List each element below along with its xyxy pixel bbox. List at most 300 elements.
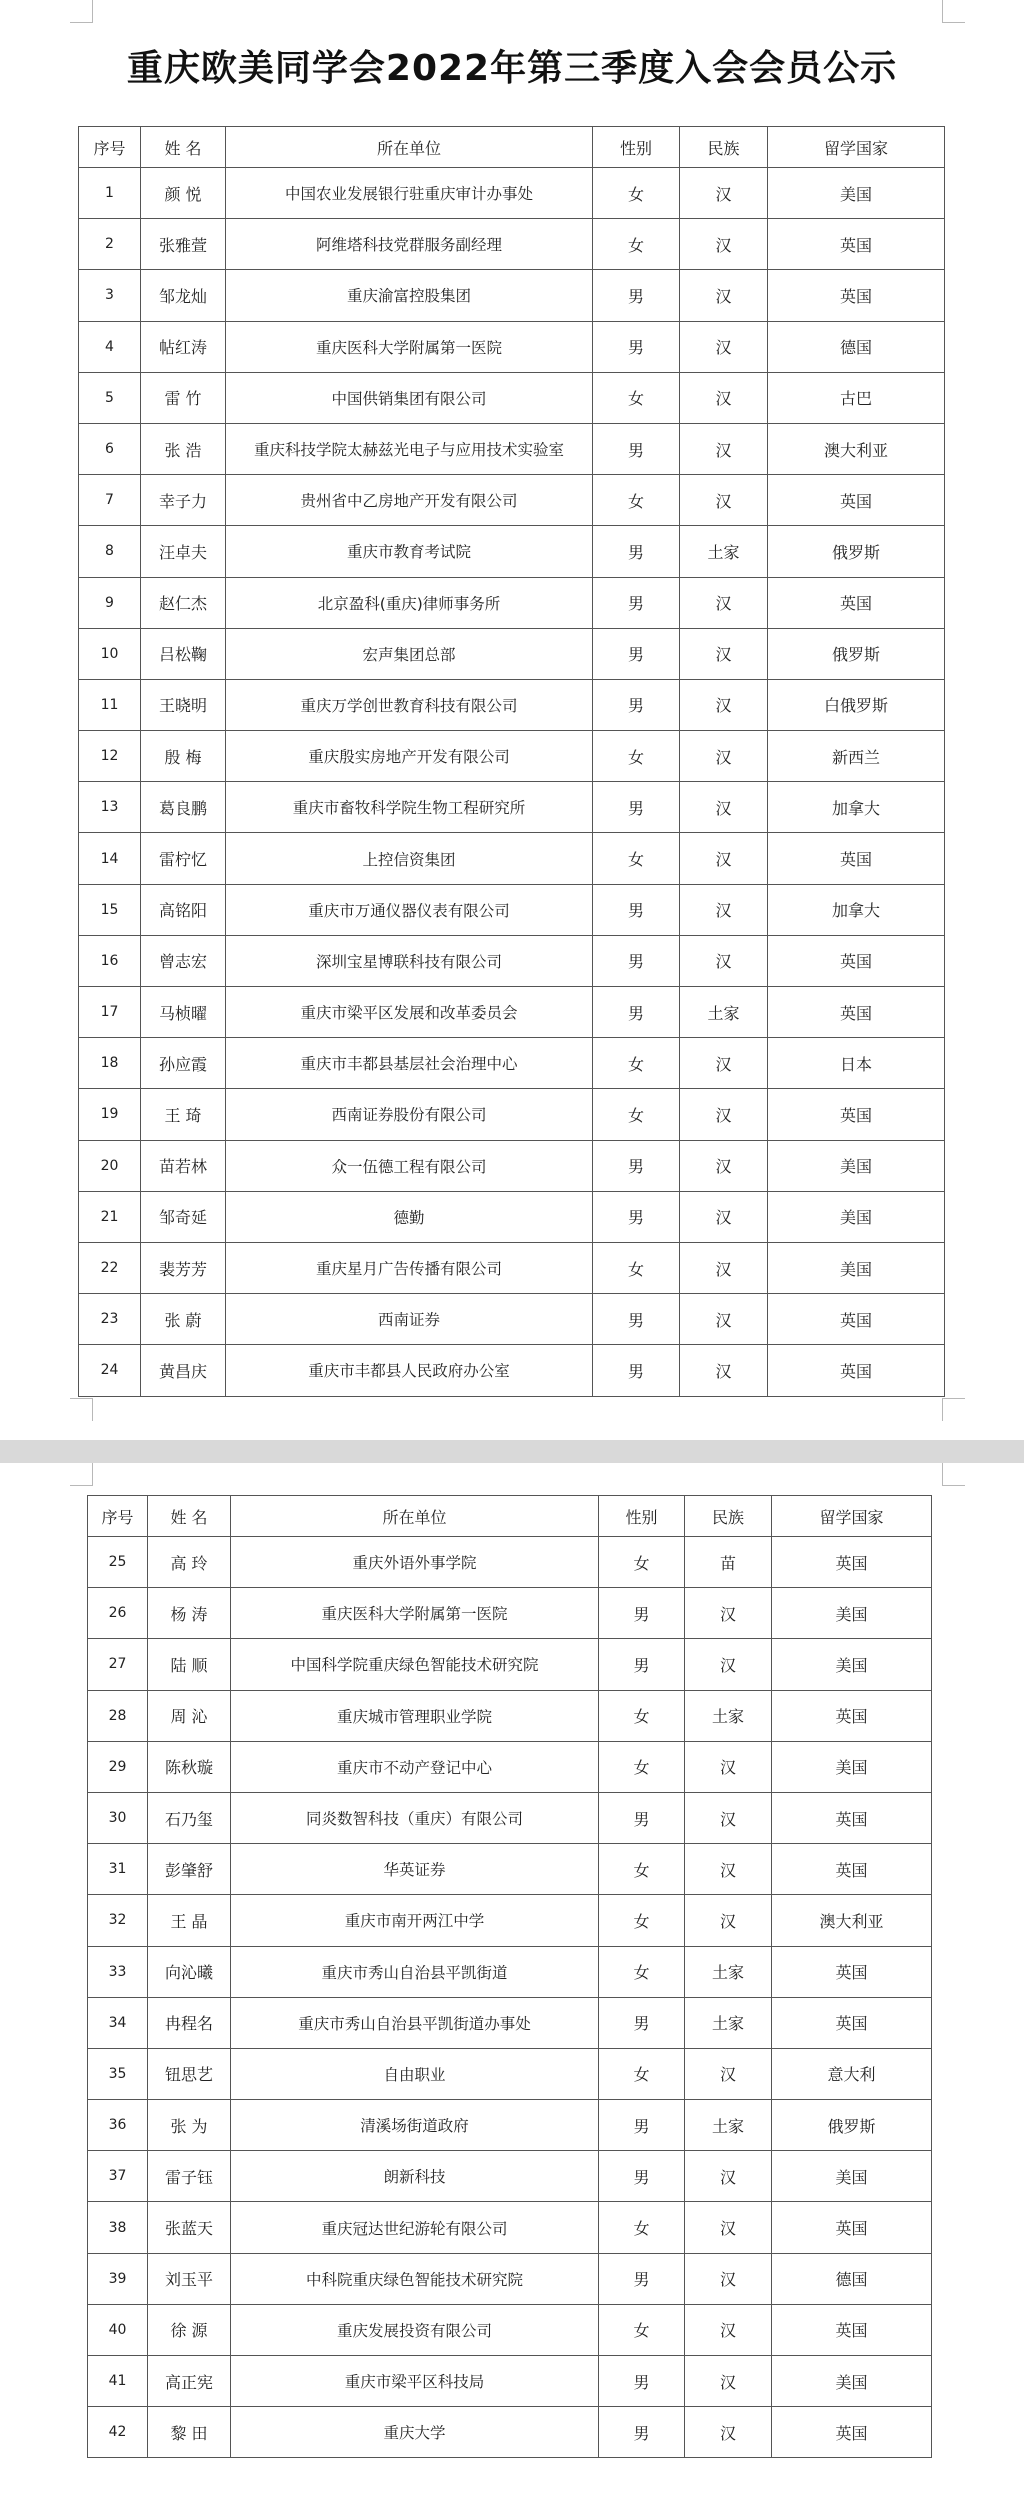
table-row — [88, 1895, 932, 1946]
cell-gender: 男 — [593, 935, 680, 986]
cell-seq: 3 — [79, 270, 141, 321]
cell-country: 英国 — [768, 219, 945, 270]
cell-seq: 27 — [88, 1639, 148, 1690]
cell-seq: 17 — [79, 987, 141, 1038]
table-row — [79, 1191, 945, 1242]
cell-seq: 26 — [88, 1588, 148, 1639]
cell-country: 古巴 — [768, 372, 945, 423]
page-corner-mark — [70, 1463, 93, 1486]
cell-unit: 重庆市丰都县基层社会治理中心 — [226, 1038, 593, 1089]
cell-country: 英国 — [772, 2407, 932, 2458]
cell-name: 石乃玺 — [148, 1792, 231, 1843]
cell-seq: 37 — [88, 2151, 148, 2202]
cell-seq: 11 — [79, 679, 141, 730]
cell-name: 冉程名 — [148, 1997, 231, 2048]
cell-gender: 女 — [593, 219, 680, 270]
table-row — [88, 2202, 932, 2253]
cell-seq: 12 — [79, 731, 141, 782]
cell-unit: 重庆医科大学附属第一医院 — [231, 1588, 599, 1639]
cell-gender: 男 — [599, 1997, 685, 2048]
cell-ethnicity: 土家 — [680, 526, 768, 577]
cell-ethnicity: 汉 — [680, 372, 768, 423]
cell-ethnicity: 汉 — [685, 1844, 772, 1895]
cell-unit: 重庆市教育考试院 — [226, 526, 593, 577]
cell-seq: 13 — [79, 782, 141, 833]
cell-ethnicity: 汉 — [685, 1639, 772, 1690]
cell-ethnicity: 汉 — [680, 423, 768, 474]
cell-gender: 男 — [593, 987, 680, 1038]
cell-unit: 阿维塔科技党群服务副经理 — [226, 219, 593, 270]
cell-gender: 女 — [593, 731, 680, 782]
table-row — [79, 321, 945, 372]
cell-country: 美国 — [768, 1140, 945, 1191]
table-row — [88, 1997, 932, 2048]
cell-unit: 重庆市南开两江中学 — [231, 1895, 599, 1946]
table-row — [88, 2100, 932, 2151]
table-row — [79, 782, 945, 833]
page-corner-mark — [70, 1398, 93, 1421]
cell-seq: 39 — [88, 2253, 148, 2304]
cell-ethnicity: 汉 — [685, 2356, 772, 2407]
cell-ethnicity: 汉 — [680, 833, 768, 884]
header-gender: 性别 — [593, 127, 680, 168]
cell-name: 张 蔚 — [141, 1294, 226, 1345]
cell-unit: 重庆大学 — [231, 2407, 599, 2458]
cell-name: 汪卓夫 — [141, 526, 226, 577]
cell-seq: 4 — [79, 321, 141, 372]
header-gender: 性别 — [599, 1496, 685, 1537]
cell-ethnicity: 汉 — [680, 577, 768, 628]
cell-ethnicity: 汉 — [680, 782, 768, 833]
cell-unit: 贵州省中乙房地产开发有限公司 — [226, 475, 593, 526]
cell-ethnicity: 汉 — [680, 270, 768, 321]
cell-country: 加拿大 — [768, 884, 945, 935]
table-row — [79, 270, 945, 321]
table-row — [79, 526, 945, 577]
page-corner-mark — [942, 1463, 965, 1486]
table-row — [79, 628, 945, 679]
cell-ethnicity: 汉 — [680, 219, 768, 270]
cell-ethnicity: 汉 — [680, 935, 768, 986]
table-row — [88, 2253, 932, 2304]
cell-name: 王 琦 — [141, 1089, 226, 1140]
cell-name: 马桢曜 — [141, 987, 226, 1038]
cell-gender: 男 — [593, 321, 680, 372]
cell-gender: 男 — [599, 1639, 685, 1690]
cell-seq: 32 — [88, 1895, 148, 1946]
table-header-row — [88, 1496, 932, 1537]
cell-name: 张 为 — [148, 2100, 231, 2151]
table-row — [88, 1844, 932, 1895]
table-row — [79, 1038, 945, 1089]
cell-unit: 深圳宝星博联科技有限公司 — [226, 935, 593, 986]
cell-name: 徐 源 — [148, 2304, 231, 2355]
cell-gender: 男 — [593, 679, 680, 730]
cell-name: 陈秋璇 — [148, 1741, 231, 1792]
cell-unit: 宏声集团总部 — [226, 628, 593, 679]
cell-seq: 6 — [79, 423, 141, 474]
table-row — [88, 1537, 932, 1588]
cell-gender: 男 — [593, 577, 680, 628]
cell-ethnicity: 汉 — [685, 2202, 772, 2253]
cell-unit: 重庆市万通仪器仪表有限公司 — [226, 884, 593, 935]
cell-gender: 女 — [599, 2048, 685, 2099]
table-row — [79, 475, 945, 526]
cell-seq: 22 — [79, 1242, 141, 1293]
cell-seq: 8 — [79, 526, 141, 577]
cell-gender: 女 — [593, 372, 680, 423]
cell-name: 陆 顺 — [148, 1639, 231, 1690]
cell-seq: 16 — [79, 935, 141, 986]
cell-gender: 女 — [599, 1946, 685, 1997]
cell-seq: 36 — [88, 2100, 148, 2151]
cell-country: 英国 — [768, 475, 945, 526]
header-seq: 序号 — [79, 127, 141, 168]
header-country: 留学国家 — [768, 127, 945, 168]
cell-ethnicity: 汉 — [680, 1140, 768, 1191]
cell-ethnicity: 土家 — [685, 2100, 772, 2151]
cell-gender: 男 — [599, 2356, 685, 2407]
cell-ethnicity: 汉 — [685, 1792, 772, 1843]
cell-name: 彭肇舒 — [148, 1844, 231, 1895]
cell-name: 邹奇延 — [141, 1191, 226, 1242]
cell-ethnicity: 苗 — [685, 1537, 772, 1588]
cell-unit: 重庆城市管理职业学院 — [231, 1690, 599, 1741]
cell-name: 雷 竹 — [141, 372, 226, 423]
cell-unit: 中科院重庆绿色智能技术研究院 — [231, 2253, 599, 2304]
cell-name: 曾志宏 — [141, 935, 226, 986]
cell-name: 杨 涛 — [148, 1588, 231, 1639]
cell-ethnicity: 土家 — [685, 1946, 772, 1997]
cell-unit: 德勤 — [226, 1191, 593, 1242]
header-country: 留学国家 — [772, 1496, 932, 1537]
cell-country: 加拿大 — [768, 782, 945, 833]
cell-ethnicity: 汉 — [685, 2253, 772, 2304]
cell-seq: 21 — [79, 1191, 141, 1242]
cell-ethnicity: 汉 — [680, 1089, 768, 1140]
cell-unit: 重庆市秀山自治县平凯街道 — [231, 1946, 599, 1997]
cell-name: 苗若林 — [141, 1140, 226, 1191]
table-row — [79, 1089, 945, 1140]
header-unit: 所在单位 — [231, 1496, 599, 1537]
cell-unit: 北京盈科(重庆)律师事务所 — [226, 577, 593, 628]
cell-country: 澳大利亚 — [772, 1895, 932, 1946]
cell-unit: 重庆殷实房地产开发有限公司 — [226, 731, 593, 782]
cell-name: 殷 梅 — [141, 731, 226, 782]
header-name: 姓 名 — [141, 127, 226, 168]
cell-unit: 重庆渝富控股集团 — [226, 270, 593, 321]
table-row — [79, 423, 945, 474]
table-row — [88, 1946, 932, 1997]
table-row — [88, 1639, 932, 1690]
cell-name: 颜 悦 — [141, 168, 226, 219]
cell-name: 刘玉平 — [148, 2253, 231, 2304]
cell-name: 高铭阳 — [141, 884, 226, 935]
cell-unit: 重庆科技学院太赫兹光电子与应用技术实验室 — [226, 423, 593, 474]
cell-name: 张 浩 — [141, 423, 226, 474]
table-row — [79, 884, 945, 935]
cell-name: 幸子力 — [141, 475, 226, 526]
cell-country: 日本 — [768, 1038, 945, 1089]
cell-gender: 男 — [593, 1345, 680, 1396]
cell-ethnicity: 汉 — [680, 679, 768, 730]
members-table-page-2 — [87, 1495, 932, 2458]
cell-country: 英国 — [772, 1537, 932, 1588]
cell-seq: 7 — [79, 475, 141, 526]
cell-seq: 41 — [88, 2356, 148, 2407]
cell-country: 英国 — [768, 577, 945, 628]
cell-gender: 女 — [593, 1038, 680, 1089]
cell-ethnicity: 汉 — [685, 1588, 772, 1639]
cell-seq: 25 — [88, 1537, 148, 1588]
cell-gender: 女 — [599, 1844, 685, 1895]
cell-gender: 男 — [593, 270, 680, 321]
table-row — [79, 1345, 945, 1396]
table-row — [79, 987, 945, 1038]
cell-country: 美国 — [768, 168, 945, 219]
cell-name: 雷柠忆 — [141, 833, 226, 884]
cell-seq: 20 — [79, 1140, 141, 1191]
cell-unit: 重庆外语外事学院 — [231, 1537, 599, 1588]
table-row — [79, 219, 945, 270]
cell-name: 黄昌庆 — [141, 1345, 226, 1396]
cell-gender: 女 — [599, 2304, 685, 2355]
cell-seq: 19 — [79, 1089, 141, 1140]
cell-country: 美国 — [772, 2151, 932, 2202]
cell-seq: 31 — [88, 1844, 148, 1895]
cell-name: 高 玲 — [148, 1537, 231, 1588]
cell-gender: 女 — [593, 833, 680, 884]
cell-country: 英国 — [772, 1997, 932, 2048]
table-row — [79, 372, 945, 423]
cell-name: 赵仁杰 — [141, 577, 226, 628]
cell-country: 英国 — [768, 1294, 945, 1345]
cell-seq: 9 — [79, 577, 141, 628]
cell-gender: 女 — [593, 1089, 680, 1140]
cell-gender: 男 — [599, 1792, 685, 1843]
header-seq: 序号 — [88, 1496, 148, 1537]
cell-ethnicity: 汉 — [685, 2048, 772, 2099]
cell-gender: 男 — [593, 1191, 680, 1242]
cell-name: 向沁曦 — [148, 1946, 231, 1997]
table-row — [79, 1140, 945, 1191]
table-row — [79, 1294, 945, 1345]
cell-unit: 重庆发展投资有限公司 — [231, 2304, 599, 2355]
cell-country: 俄罗斯 — [772, 2100, 932, 2151]
cell-unit: 中国农业发展银行驻重庆审计办事处 — [226, 168, 593, 219]
page-corner-mark — [942, 1398, 965, 1421]
table-row — [79, 1242, 945, 1293]
cell-ethnicity: 土家 — [685, 1997, 772, 2048]
cell-unit: 重庆冠达世纪游轮有限公司 — [231, 2202, 599, 2253]
table-row — [88, 1690, 932, 1741]
cell-name: 张蓝天 — [148, 2202, 231, 2253]
table-row — [88, 1588, 932, 1639]
cell-ethnicity: 汉 — [680, 1038, 768, 1089]
cell-gender: 男 — [593, 1140, 680, 1191]
cell-country: 英国 — [768, 935, 945, 986]
cell-country: 英国 — [772, 1690, 932, 1741]
cell-ethnicity: 汉 — [680, 628, 768, 679]
cell-ethnicity: 汉 — [680, 1191, 768, 1242]
cell-unit: 自由职业 — [231, 2048, 599, 2099]
cell-unit: 重庆万学创世教育科技有限公司 — [226, 679, 593, 730]
cell-unit: 华英证券 — [231, 1844, 599, 1895]
cell-seq: 5 — [79, 372, 141, 423]
cell-seq: 34 — [88, 1997, 148, 2048]
cell-ethnicity: 汉 — [680, 321, 768, 372]
cell-ethnicity: 汉 — [685, 2407, 772, 2458]
cell-gender: 男 — [593, 1294, 680, 1345]
cell-ethnicity: 汉 — [680, 1345, 768, 1396]
cell-country: 英国 — [772, 2202, 932, 2253]
cell-gender: 男 — [599, 2407, 685, 2458]
cell-name: 周 沁 — [148, 1690, 231, 1741]
cell-name: 吕松鞠 — [141, 628, 226, 679]
cell-seq: 15 — [79, 884, 141, 935]
cell-country: 美国 — [768, 1191, 945, 1242]
cell-gender: 女 — [599, 1690, 685, 1741]
cell-seq: 33 — [88, 1946, 148, 1997]
cell-seq: 14 — [79, 833, 141, 884]
cell-seq: 10 — [79, 628, 141, 679]
cell-gender: 女 — [593, 168, 680, 219]
cell-gender: 男 — [599, 2151, 685, 2202]
table-row — [79, 679, 945, 730]
cell-ethnicity: 土家 — [680, 987, 768, 1038]
cell-unit: 上控信资集团 — [226, 833, 593, 884]
cell-seq: 30 — [88, 1792, 148, 1843]
cell-unit: 重庆市畜牧科学院生物工程研究所 — [226, 782, 593, 833]
cell-gender: 男 — [599, 2100, 685, 2151]
cell-seq: 29 — [88, 1741, 148, 1792]
cell-country: 英国 — [772, 1792, 932, 1843]
cell-name: 裴芳芳 — [141, 1242, 226, 1293]
cell-ethnicity: 汉 — [685, 2151, 772, 2202]
cell-country: 俄罗斯 — [768, 526, 945, 577]
cell-country: 英国 — [768, 833, 945, 884]
cell-country: 美国 — [772, 1588, 932, 1639]
table-row — [88, 1741, 932, 1792]
header-ethnicity: 民族 — [680, 127, 768, 168]
cell-seq: 40 — [88, 2304, 148, 2355]
cell-country: 意大利 — [772, 2048, 932, 2099]
cell-name: 雷子钰 — [148, 2151, 231, 2202]
table-row — [88, 2048, 932, 2099]
cell-unit: 西南证券股份有限公司 — [226, 1089, 593, 1140]
cell-ethnicity: 汉 — [685, 1895, 772, 1946]
cell-name: 邹龙灿 — [141, 270, 226, 321]
cell-gender: 男 — [593, 884, 680, 935]
cell-unit: 重庆市不动产登记中心 — [231, 1741, 599, 1792]
cell-gender: 女 — [599, 1537, 685, 1588]
cell-ethnicity: 汉 — [680, 475, 768, 526]
cell-ethnicity: 汉 — [680, 731, 768, 782]
header-unit: 所在单位 — [226, 127, 593, 168]
cell-unit: 中国供销集团有限公司 — [226, 372, 593, 423]
table-row — [79, 577, 945, 628]
page-title: 重庆欧美同学会2022年第三季度入会会员公示 — [126, 48, 898, 89]
table-row — [79, 935, 945, 986]
page-corner-mark — [70, 0, 93, 23]
cell-country: 英国 — [768, 1089, 945, 1140]
page-corner-mark — [942, 0, 965, 23]
cell-name: 王 晶 — [148, 1895, 231, 1946]
cell-ethnicity: 土家 — [685, 1690, 772, 1741]
cell-country: 英国 — [772, 1946, 932, 1997]
cell-unit: 清溪场街道政府 — [231, 2100, 599, 2151]
cell-unit: 重庆星月广告传播有限公司 — [226, 1242, 593, 1293]
cell-country: 英国 — [772, 2304, 932, 2355]
cell-gender: 女 — [593, 1242, 680, 1293]
cell-name: 孙应霞 — [141, 1038, 226, 1089]
cell-gender: 女 — [599, 1741, 685, 1792]
cell-country: 英国 — [768, 1345, 945, 1396]
cell-country: 德国 — [768, 321, 945, 372]
cell-country: 英国 — [772, 1844, 932, 1895]
cell-seq: 35 — [88, 2048, 148, 2099]
cell-unit: 西南证券 — [226, 1294, 593, 1345]
cell-ethnicity: 汉 — [685, 1741, 772, 1792]
header-ethnicity: 民族 — [685, 1496, 772, 1537]
cell-gender: 男 — [593, 628, 680, 679]
table-header-row — [79, 127, 945, 168]
cell-name: 黎 田 — [148, 2407, 231, 2458]
cell-name: 钮思艺 — [148, 2048, 231, 2099]
cell-country: 德国 — [772, 2253, 932, 2304]
cell-unit: 众一伍德工程有限公司 — [226, 1140, 593, 1191]
cell-unit: 重庆市秀山自治县平凯街道办事处 — [231, 1997, 599, 2048]
table-row — [88, 2356, 932, 2407]
cell-gender: 男 — [599, 2253, 685, 2304]
cell-country: 英国 — [768, 987, 945, 1038]
cell-seq: 18 — [79, 1038, 141, 1089]
cell-unit: 同炎数智科技（重庆）有限公司 — [231, 1792, 599, 1843]
table-row — [79, 168, 945, 219]
cell-gender: 男 — [599, 1588, 685, 1639]
cell-gender: 女 — [599, 1895, 685, 1946]
cell-seq: 28 — [88, 1690, 148, 1741]
cell-country: 美国 — [772, 2356, 932, 2407]
cell-ethnicity: 汉 — [680, 1294, 768, 1345]
cell-gender: 女 — [599, 2202, 685, 2253]
members-table-body — [79, 168, 945, 1397]
cell-name: 张雅萱 — [141, 219, 226, 270]
cell-country: 美国 — [768, 1242, 945, 1293]
cell-seq: 23 — [79, 1294, 141, 1345]
cell-seq: 38 — [88, 2202, 148, 2253]
cell-unit: 重庆市梁平区科技局 — [231, 2356, 599, 2407]
cell-country: 澳大利亚 — [768, 423, 945, 474]
cell-seq: 42 — [88, 2407, 148, 2458]
cell-unit: 重庆医科大学附属第一医院 — [226, 321, 593, 372]
table-row — [88, 2304, 932, 2355]
document-page-2 — [0, 1463, 1024, 2495]
table-row — [79, 731, 945, 782]
table-row — [88, 2407, 932, 2458]
cell-ethnicity: 汉 — [680, 1242, 768, 1293]
cell-name: 王晓明 — [141, 679, 226, 730]
members-table-page-1 — [78, 126, 945, 1397]
cell-country: 新西兰 — [768, 731, 945, 782]
table-row — [88, 2151, 932, 2202]
cell-ethnicity: 汉 — [685, 2304, 772, 2355]
cell-gender: 女 — [593, 475, 680, 526]
cell-country: 白俄罗斯 — [768, 679, 945, 730]
members-table-body — [88, 1537, 932, 2458]
cell-gender: 男 — [593, 526, 680, 577]
cell-name: 高正宪 — [148, 2356, 231, 2407]
